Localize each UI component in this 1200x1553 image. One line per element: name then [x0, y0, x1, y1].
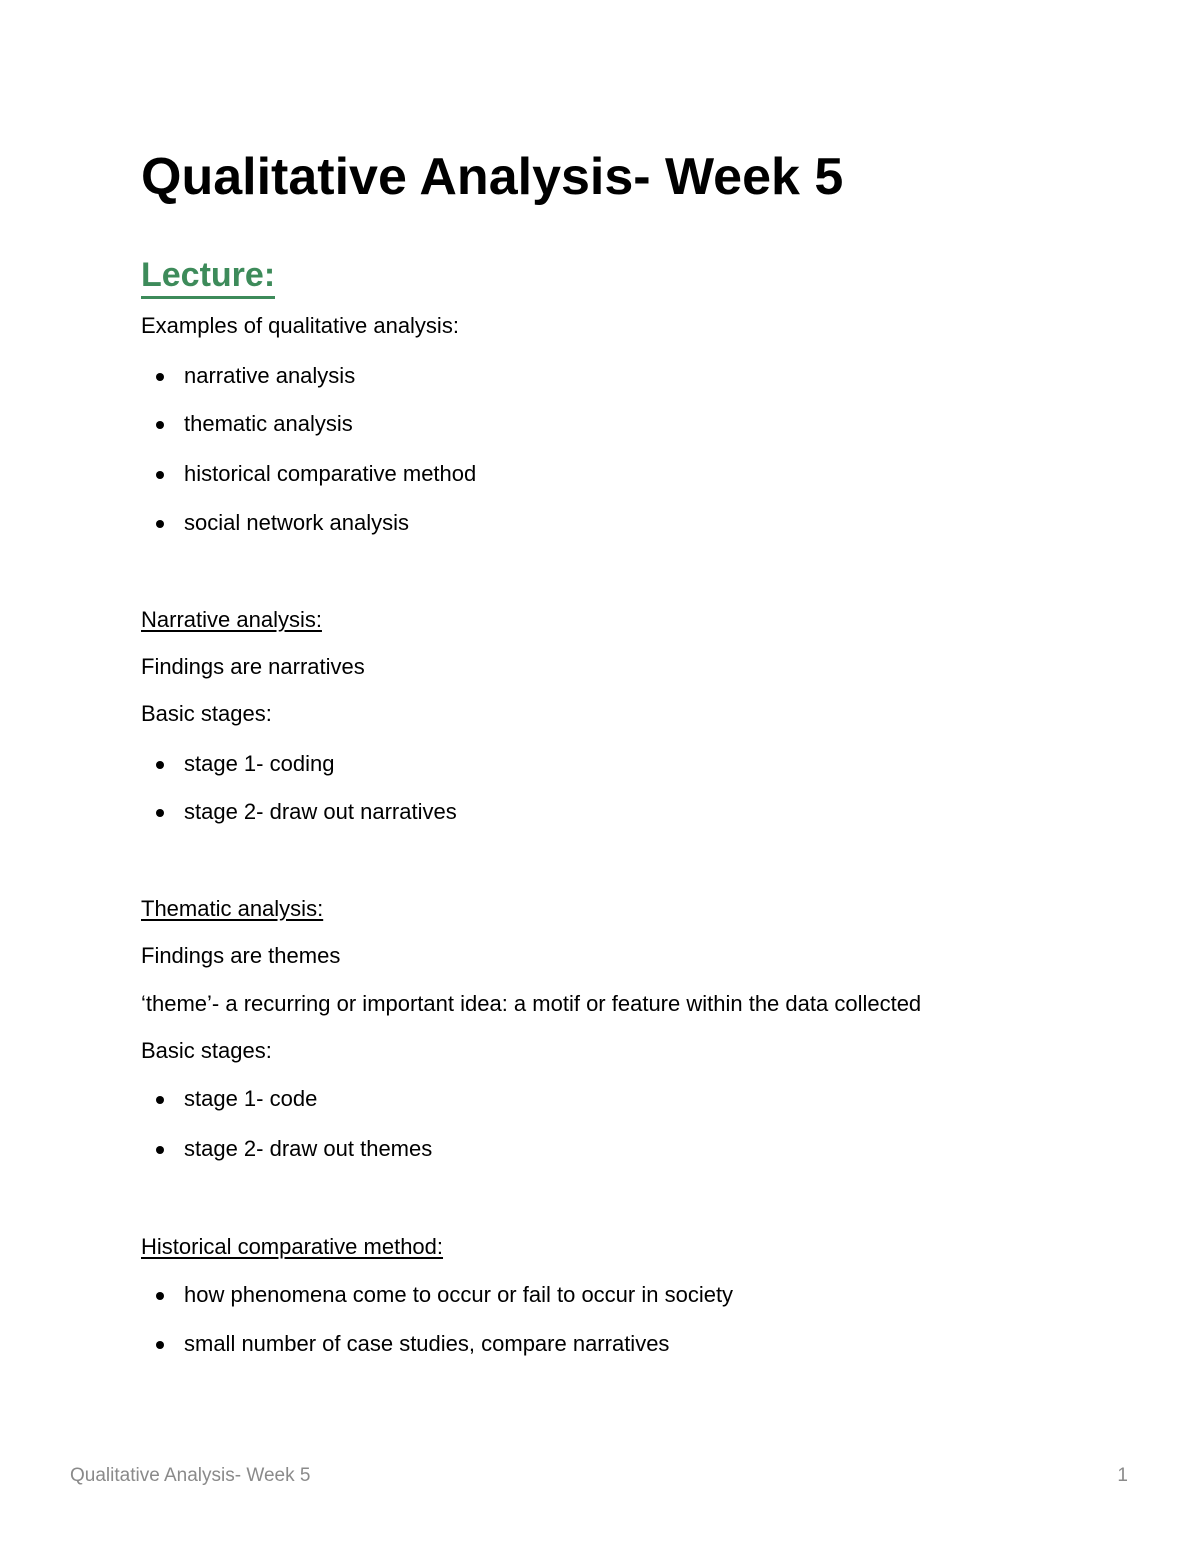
- thematic-findings: Findings are themes: [141, 943, 341, 968]
- historical-heading: Historical comparative method:: [141, 1234, 444, 1259]
- intro-text: Examples of qualitative analysis:: [141, 313, 459, 338]
- bullet-icon: [156, 1146, 164, 1154]
- thematic-heading: Thematic analysis:: [141, 896, 324, 921]
- footer-title: Qualitative Analysis- Week 5: [70, 1465, 311, 1486]
- list-item: how phenomena come to occur or fail to occur in society: [184, 1282, 734, 1307]
- narrative-stages-label: Basic stages:: [141, 701, 272, 726]
- bullet-icon: [156, 761, 164, 769]
- narrative-findings: Findings are narratives: [141, 654, 365, 679]
- thematic-definition: ‘theme’- a recurring or important idea: a motif or feature within the data collected: [141, 991, 922, 1016]
- bullet-icon: [156, 1096, 164, 1104]
- list-item: stage 2- draw out narratives: [184, 799, 457, 824]
- page-title: Qualitative Analysis- Week 5: [141, 148, 844, 206]
- list-item: stage 1- code: [184, 1086, 318, 1111]
- bullet-icon: [156, 471, 164, 479]
- bullet-icon: [156, 1292, 164, 1300]
- list-item: narrative analysis: [184, 363, 356, 388]
- lecture-heading: Lecture:: [141, 254, 275, 299]
- thematic-stages-label: Basic stages:: [141, 1038, 272, 1063]
- bullet-icon: [156, 373, 164, 381]
- list-item: stage 2- draw out themes: [184, 1136, 433, 1161]
- list-item: small number of case studies, compare narratives: [184, 1331, 670, 1356]
- narrative-heading: Narrative analysis:: [141, 607, 322, 632]
- bullet-icon: [156, 421, 164, 429]
- list-item: stage 1- coding: [184, 751, 335, 776]
- bullet-icon: [156, 520, 164, 528]
- bullet-icon: [156, 1341, 164, 1349]
- bullet-icon: [156, 809, 164, 817]
- page-number: 1: [1117, 1465, 1128, 1486]
- list-item: thematic analysis: [184, 411, 353, 436]
- list-item: historical comparative method: [184, 461, 477, 486]
- list-item: social network analysis: [184, 510, 409, 535]
